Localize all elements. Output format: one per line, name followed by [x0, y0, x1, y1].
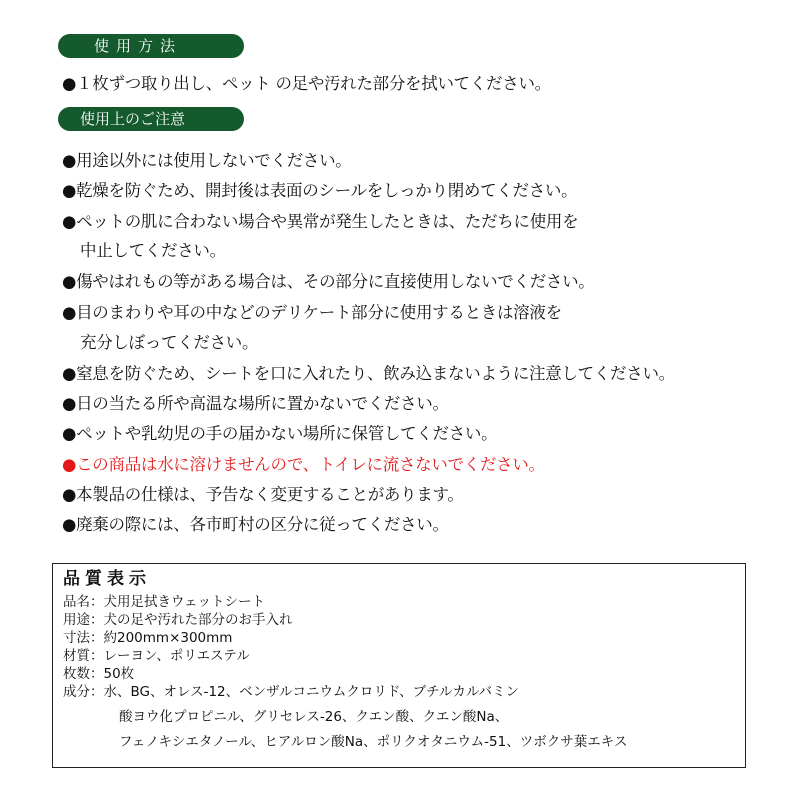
caution-item-continued: 中止してください。 — [80, 241, 226, 260]
quality-line: 品名：犬用足拭きウェットシート — [63, 594, 265, 610]
quality-line: 用途：犬の足や汚れた部分のお手入れ — [63, 612, 293, 628]
caution-item: ●傷やはれもの等がある場合は、その部分に直接使用しないでください。 — [62, 272, 595, 291]
quality-line: 枚数：50枚 — [63, 666, 135, 682]
caution-heading — [68, 107, 244, 131]
caution-item: ●廃棄の際には、各市町村の区分に従ってください。 — [62, 515, 449, 534]
quality-line-continued: フェノキシエタノール、ヒアルロン酸Na、ポリクオタニウム-51、ツボクサ葉エキス — [119, 734, 628, 750]
caution-item: ●用途以外には使用しないでください。 — [62, 151, 352, 170]
quality-label-box — [52, 563, 746, 768]
quality-line: 成分：水、BG、オレス-12、ベンザルコニウムクロリド、ブチルカルバミン — [63, 684, 519, 700]
usage-heading-text: 使用方法 — [94, 37, 183, 55]
quality-title: 品質表示 — [63, 569, 151, 589]
caution-item: ●日の当たる所や高温な場所に置かないでください。 — [62, 394, 449, 413]
quality-line-continued: 酸ヨウ化プロピニル、グリセレス-26、クエン酸、クエン酸Na、 — [119, 709, 509, 725]
caution-heading-text: 使用上のご注意 — [80, 110, 186, 128]
caution-item: ●窒息を防ぐため、シートを口に入れたり、飲み込まないように注意してください。 — [62, 364, 675, 383]
quality-line: 寸法：約200mm×300mm — [63, 630, 233, 646]
caution-item: ●目のまわりや耳の中などのデリケート部分に使用するときは溶液を — [62, 303, 562, 322]
caution-item: ●本製品の仕様は、予告なく変更することがあります。 — [62, 485, 464, 504]
caution-item: ●ペットや乳幼児の手の届かない場所に保管してください。 — [62, 424, 498, 443]
usage-heading — [68, 34, 244, 58]
usage-text: ●１枚ずつ取り出し、ペット の足や汚れた部分を拭いてください。 — [62, 74, 551, 93]
caution-item: ●ペットの肌に合わない場合や異常が発生したときは、ただちに使用を — [62, 212, 579, 231]
caution-item-continued: 充分しぼってください。 — [80, 333, 259, 352]
quality-line: 材質：レーヨン、ポリエステル — [63, 648, 250, 664]
caution-item: ●乾燥を防ぐため、開封後は表面のシールをしっかり閉めてください。 — [62, 181, 578, 200]
caution-item-warning: ●この商品は水に溶けませんので、トイレに流さないでください。 — [62, 455, 545, 474]
